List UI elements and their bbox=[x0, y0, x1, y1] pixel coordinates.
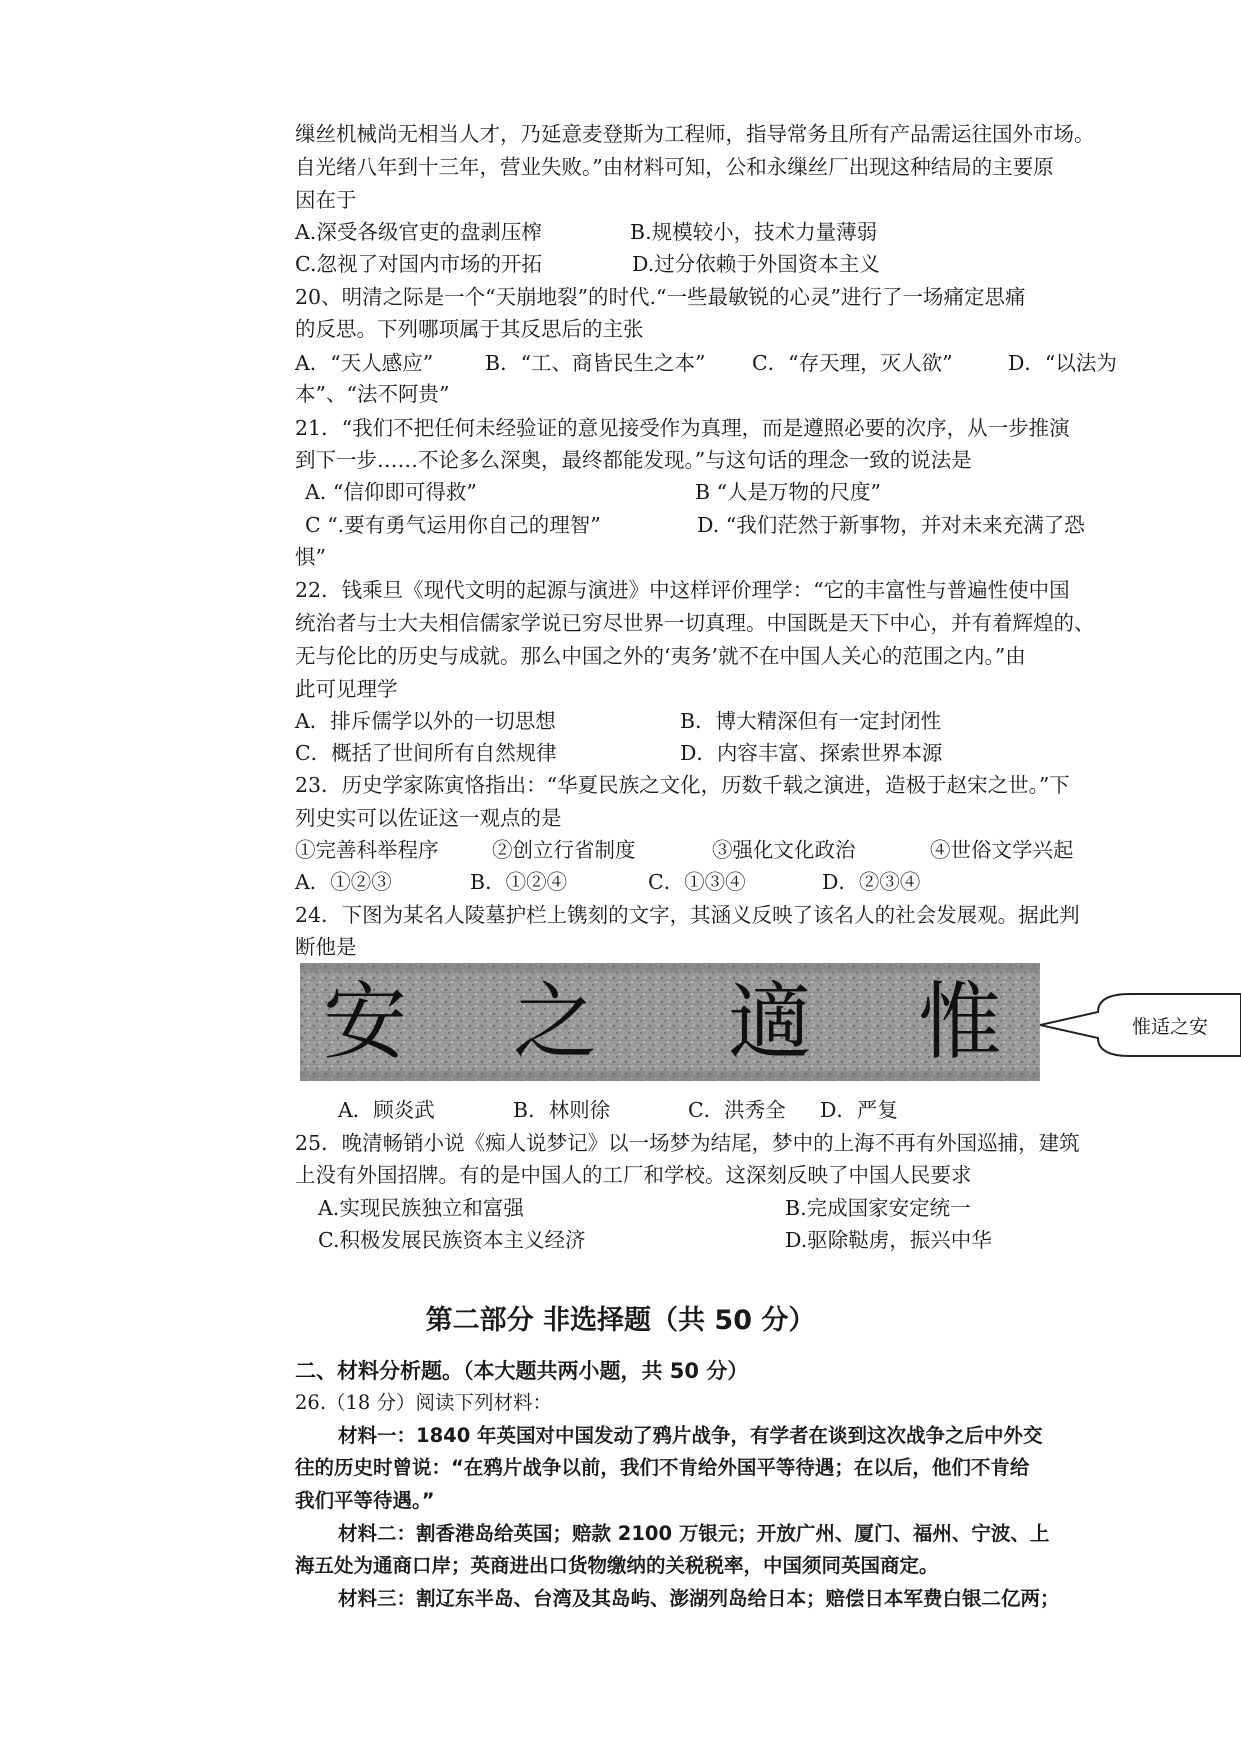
callout-bubble bbox=[1040, 990, 1241, 1060]
q22-option-c: C．概括了世间所有自然规律 bbox=[295, 741, 557, 765]
part-two-title: 第二部分 非选择题（共 50 分） bbox=[425, 1305, 816, 1336]
q19-option-a: A.深受各级官吏的盘剥压榨 bbox=[295, 220, 542, 244]
callout-text: 惟适之安 bbox=[1131, 1016, 1209, 1038]
q24-option-c: C．洪秀全 bbox=[688, 1098, 786, 1122]
material-2-line-2: 海五处为通商口岸；英商进出口货物缴纳的关税税率，中国须同英国商定。 bbox=[295, 1554, 939, 1577]
q21-option-d: D. “我们茫然于新事物，并对未来充满了恐 bbox=[697, 513, 1085, 537]
q20-option-c: C．“存天理，灭人欲” bbox=[752, 351, 953, 375]
q20-option-d-cont: 本”、“法不阿贵” bbox=[295, 382, 450, 406]
material-1-line-1: 材料一：1840 年英国对中国发动了鸦片战争，有学者在谈到这次战争之后中外交 bbox=[338, 1424, 1043, 1447]
q22-option-b: B．博大精深但有一定封闭性 bbox=[680, 709, 942, 733]
q24-line-2: 断他是 bbox=[295, 935, 357, 959]
q22-option-d: D．内容丰富、探索世界本源 bbox=[680, 741, 943, 765]
q25-line-2: 上没有外国招牌。有的是中国人的工厂和学校。这深刻反映了中国人民要求 bbox=[295, 1163, 972, 1187]
q19-option-c: C.忽视了对国内市场的开拓 bbox=[295, 252, 542, 276]
q23-option-d: D．②③④ bbox=[822, 870, 921, 894]
q22-option-a: A．排斥儒学以外的一切思想 bbox=[295, 709, 556, 733]
q25-line-1: 25．晚清畅销小说《痴人说梦记》以一场梦为结尾，梦中的上海不再有外国巡捕，建筑 bbox=[295, 1131, 1080, 1155]
q20-option-d: D．“以法为 bbox=[1008, 351, 1117, 375]
q21-option-b: B “人是万物的尺度” bbox=[695, 480, 882, 504]
q21-line-1: 21．“我们不把任何未经验证的意见接受作为真理，而是遵照必要的次序，从一步推演 bbox=[295, 416, 1070, 440]
q24-line-1: 24．下图为某名人陵墓护栏上镌刻的文字，其涵义反映了该名人的社会发展观。据此判 bbox=[295, 903, 1080, 927]
q24-option-b: B．林则徐 bbox=[513, 1098, 611, 1122]
carved-char-3: 適 bbox=[727, 973, 813, 1071]
material-1-line-2: 往的历史时曾说：“在鸦片战争以前，我们不肯给外国平等待遇；在以后，他们不肯给 bbox=[295, 1456, 1030, 1479]
q19-line-3: 因在于 bbox=[295, 188, 357, 212]
material-2-line-1: 材料二：割香港岛给英国；赔款 2100 万银元；开放广州、厦门、福州、宁波、上 bbox=[338, 1522, 1050, 1545]
q25-option-b: B.完成国家安定统一 bbox=[785, 1196, 971, 1220]
q23-item-2: ②创立行省制度 bbox=[492, 838, 636, 862]
q23-line-1: 23．历史学家陈寅恪指出：“华夏民族之文化，历数千载之演进，造极于赵宋之世。”下 bbox=[295, 773, 1070, 797]
q23-item-1: ①完善科举程序 bbox=[295, 838, 439, 862]
q21-option-c: C “.要有勇气运用你自己的理智” bbox=[305, 513, 601, 537]
q22-line-2: 统治者与士大夫相信儒家学说已穷尽世界一切真理。中国既是天下中心，并有着辉煌的、 bbox=[295, 611, 1095, 635]
q25-option-a: A.实现民族独立和富强 bbox=[318, 1196, 524, 1220]
q23-option-c: C．①③④ bbox=[648, 870, 746, 894]
q21-option-a: A. “信仰即可得救” bbox=[305, 480, 477, 504]
q22-line-1: 22．钱乘旦《现代文明的起源与演进》中这样评价理学：“它的丰富性与普遍性使中国 bbox=[295, 578, 1070, 602]
q23-option-b: B．①②④ bbox=[470, 870, 568, 894]
q20-option-b: B．“工、商皆民生之本” bbox=[485, 351, 706, 375]
carved-char-1: 安 bbox=[322, 973, 408, 1071]
q19-option-d: D.过分依赖于外国资本主义 bbox=[632, 252, 880, 276]
q23-line-2: 列史实可以佐证这一观点的是 bbox=[295, 806, 562, 830]
q21-option-d-cont: 惧” bbox=[295, 545, 326, 569]
q23-item-4: ④世俗文学兴起 bbox=[930, 838, 1074, 862]
stone-inscription-image bbox=[300, 963, 1040, 1081]
carved-char-4: 惟 bbox=[917, 973, 1003, 1071]
q26-heading: 26.（18 分）阅读下列材料： bbox=[295, 1391, 553, 1414]
q19-line-1: 缫丝机械尚无相当人才，乃延意麦登斯为工程师，指导常务且所有产品需运往国外市场。 bbox=[295, 122, 1095, 146]
material-3-line-1: 材料三：割辽东半岛、台湾及其岛屿、澎湖列岛给日本；赔偿日本军费白银二亿两； bbox=[338, 1587, 1060, 1610]
q25-option-d: D.驱除鞑虏，振兴中华 bbox=[785, 1228, 992, 1252]
q24-option-d: D．严复 bbox=[820, 1098, 898, 1122]
q23-item-3: ③强化文化政治 bbox=[712, 838, 856, 862]
q21-line-2: 到下一步……不论多么深奥，最终都能发现。”与这句话的理念一致的说法是 bbox=[295, 448, 972, 472]
q19-option-b: B.规模较小，技术力量薄弱 bbox=[630, 220, 878, 244]
q24-option-a: A．顾炎武 bbox=[338, 1098, 435, 1122]
q22-line-4: 此可见理学 bbox=[295, 677, 398, 701]
material-1-line-3: 我们平等待遇。” bbox=[295, 1489, 435, 1512]
q20-line-1: 20、明清之际是一个“天崩地裂”的时代.“一些最敏锐的心灵”进行了一场痛定思痛 bbox=[295, 285, 1026, 309]
q22-line-3: 无与伦比的历史与成就。那么中国之外的‘夷务’就不在中国人关心的范围之内。”由 bbox=[295, 644, 1026, 668]
q19-line-2: 自光绪八年到十三年，营业失败。”由材料可知，公和永缫丝厂出现这种结局的主要原 bbox=[295, 155, 1054, 179]
q20-line-2: 的反思。下列哪项属于其反思后的主张 bbox=[295, 317, 644, 341]
q20-option-a: A．“天人感应” bbox=[295, 351, 434, 375]
q25-option-c: C.积极发展民族资本主义经济 bbox=[318, 1228, 586, 1252]
section-heading: 二、材料分析题。（本大题共两小题，共 50 分） bbox=[295, 1359, 749, 1383]
q23-option-a: A．①②③ bbox=[295, 870, 392, 894]
carved-char-2: 之 bbox=[512, 973, 598, 1071]
